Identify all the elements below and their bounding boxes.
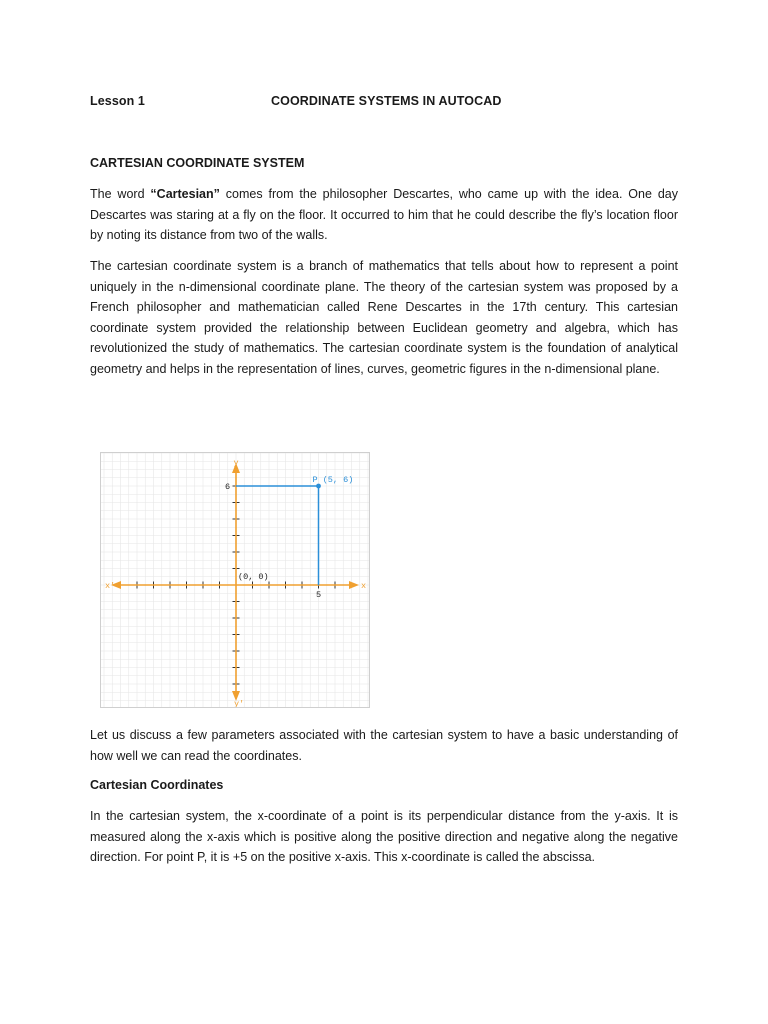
cartesian-plane-svg	[101, 453, 369, 707]
point-p-label: P (5, 6)	[312, 475, 354, 485]
lesson-title: COORDINATE SYSTEMS IN AUTOCAD	[271, 94, 502, 108]
lesson-number: Lesson 1	[90, 94, 145, 108]
paragraph-parameters-intro: Let us discuss a few parameters associated with the cartesian system to have a basic understanding of how well we can read the coordinates.	[90, 728, 678, 763]
grid-lines	[101, 453, 369, 707]
y-tick-label-6: 6	[225, 482, 231, 492]
section-heading-cartesian-system: CARTESIAN COORDINATE SYSTEM	[90, 156, 305, 170]
paragraph-cartesian-theory: The cartesian coordinate system is a branch of mathematics that tells about how to represent a point uniquely in the n-dimensional coordinate plane. The theory of the cartesian system was proposed by a French philosopher and mathematician called Rene Descartes in the 17th century. This cartesian coordinate system provided the relationship between Euclidean geometry and algebra, which has revolutionized the study of mathematics. The cartesian coordinate system is the foundation of analytical geometry and helps in the representation of lines, curves, geometric figures in the n-dimensional plane.	[90, 259, 678, 376]
x-axis-label: x	[361, 581, 367, 591]
x-axis-arrow-right	[349, 581, 359, 589]
origin-label: (0, 0)	[238, 572, 269, 582]
paragraph-cartesian-origin	[90, 184, 678, 246]
y-prime-axis-label: y'	[234, 699, 245, 707]
section-heading-cartesian-coordinates: Cartesian Coordinates	[90, 778, 224, 792]
y-axis-label: y	[233, 458, 239, 468]
cartesian-plane-figure	[100, 452, 370, 708]
paragraph-prefix: The word	[90, 187, 151, 201]
x-prime-axis-label: x'	[105, 581, 116, 591]
x-tick-label-5: 5	[316, 590, 322, 600]
paragraph-rest: comes from the philosopher Descartes, who came up with the idea. One day Descartes was staring at a fly on the floor. It occurred to him that he could describe the fly’s location floor by noting its distance from two of the walls.	[90, 187, 678, 242]
paragraph-x-coordinate: In the cartesian system, the x-coordinate of a point is its perpendicular distance from the y-axis. It is measured along the x-axis which is positive along the positive direction and negative along the negative direction. For point P, it is +5 on the positive x-axis. This x-coordinate is called the abscissa.	[90, 809, 678, 864]
cartesian-term: “Cartesian”	[150, 187, 220, 201]
